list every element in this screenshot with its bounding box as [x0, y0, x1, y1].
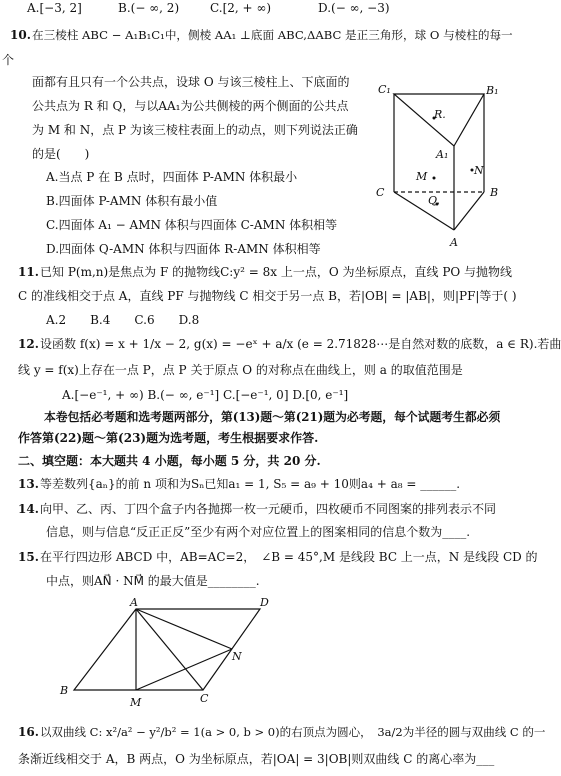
q14-number: 14.	[18, 502, 39, 516]
q9-option-d: D.(− ∞, −3)	[318, 1, 390, 15]
q10-line4: 公共点为 R 和 Q，与以AA₁为公共侧棱的两个侧面的公共点	[32, 99, 349, 113]
q12-line2: 线 y = f(x)上存在一点 P，点 P 关于原点 O 的对称点在曲线上，则 a 的取值范围是	[18, 363, 463, 377]
label-n: N	[474, 164, 484, 177]
label-b1: B₁	[486, 84, 499, 97]
label-c1: C₁	[378, 83, 391, 96]
q9-option-c: C.[2, + ∞)	[210, 1, 272, 15]
label-pn: N	[232, 650, 242, 663]
q10-option-c: C.四面体 A₁ − AMN 体积与四面体 C-AMN 体积相等	[46, 218, 338, 232]
q10-line1: 在三棱柱 ABC − A₁B₁C₁中，侧棱 AA₁ ⊥底面 ABC,ΔABC 是正三角形，球 O 与棱柱的每一	[32, 28, 513, 42]
label-c: C	[376, 186, 385, 199]
q16-line2: 条渐近线相交于 A，B 两点，O 为坐标原点，若|OA| = 3|OB|则双曲线 C 的离心率为___	[18, 752, 495, 766]
label-a: A	[450, 236, 458, 249]
q10-line6: 的是( )	[32, 147, 90, 161]
q10-line2: 个	[2, 53, 15, 67]
q10-option-d: D.四面体 Q-AMN 体积与四面体 R-AMN 体积相等	[46, 242, 321, 256]
q12-options: A.[−e⁻¹, + ∞) B.(− ∞, e⁻¹] C.[−e⁻¹, 0] D.[0, e⁻¹]	[62, 388, 349, 402]
q11-options: A.2 B.4 C.6 D.8	[46, 313, 200, 327]
q13-text: 等差数列{aₙ}的前 n 项和为Sₙ已知a₁ = 1, S₅ = a₉ + 10则a₄ + a₈ = ______.	[40, 477, 461, 491]
label-m: M	[416, 170, 428, 183]
q11-line2: C 的准线相交于点 A，直线 PF 与抛物线 C 相交于另一点 B，若|OB| = |AB|，则|PF|等于( )	[18, 289, 517, 303]
notice-line2: 作答第(22)题～第(23)题为选考题，考生根据要求作答.	[18, 431, 319, 445]
label-a1: A₁	[436, 148, 449, 161]
label-pd: D	[260, 596, 269, 609]
q15-line2: 中点，则AN⃗ · NM⃗ 的最大值是________.	[46, 574, 260, 588]
prism-figure	[372, 80, 512, 250]
label-pa: A	[130, 596, 138, 609]
q9-option-b: B.(− ∞, 2)	[118, 1, 180, 15]
q14-line2: 信息，则与信息“反正正反”至少有两个对应位置上的图案相同的信息个数为____.	[46, 525, 471, 539]
q16-line1: 以双曲线 C: x²/a² − y²/b² = 1(a > 0, b > 0)的右顶点为圆心， 3a/2为半径的圆与双曲线 C 的一	[40, 725, 546, 739]
label-q: Q.	[428, 194, 440, 207]
label-pm: M	[130, 696, 142, 709]
q14-line1: 向甲、乙、丙、丁四个盒子内各抛掷一枚一元硬币，四枚硬币不同图案的排列表示不同	[40, 502, 497, 516]
label-r: R.	[434, 108, 446, 121]
q13-number: 13.	[18, 477, 39, 491]
q15-number: 15.	[18, 550, 39, 564]
parallelogram-figure	[56, 596, 286, 716]
label-pb: B	[60, 684, 69, 697]
q10-line3: 面都有且只有一个公共点，设球 O 与该三棱柱上、下底面的	[32, 75, 350, 89]
q10-option-a: A.当点 P 在 B 点时，四面体 P-AMN 体积最小	[46, 170, 298, 184]
q10-line5: 为 M 和 N，点 P 为该三棱柱表面上的动点，则下列说法正确	[32, 123, 358, 137]
q15-line1: 在平行四边形 ABCD 中，AB=AC=2， ∠B = 45°,M 是线段 BC 上一点，N 是线段 CD 的	[40, 550, 538, 564]
q9-option-a: A.[−3, 2]	[27, 1, 82, 15]
q16-number: 16.	[18, 725, 39, 739]
q10-option-b: B.四面体 P-AMN 体积有最小值	[46, 194, 218, 208]
q11-number: 11.	[18, 265, 39, 279]
label-b: B	[490, 186, 499, 199]
label-pc: C	[200, 692, 209, 705]
q12-number: 12.	[18, 337, 39, 351]
q10-number: 10.	[10, 28, 31, 42]
q12-line1: 设函数 f(x) = x + 1/x − 2, g(x) = −eˣ + a/x (e = 2.71828⋯是自然对数的底数，a ∈ R).若曲	[40, 337, 561, 351]
notice-line1: 本卷包括必考题和选考题两部分，第(13)题～第(21)题为必考题，每个试题考生都必须	[44, 410, 501, 424]
section-heading-fill-in: 二、填空题：本大题共 4 小题，每小题 5 分，共 20 分.	[18, 454, 321, 468]
q11-line1: 已知 P(m,n)是焦点为 F 的抛物线C:y² = 8x 上一点，O 为坐标原点，直线 PO 与抛物线	[40, 265, 513, 279]
